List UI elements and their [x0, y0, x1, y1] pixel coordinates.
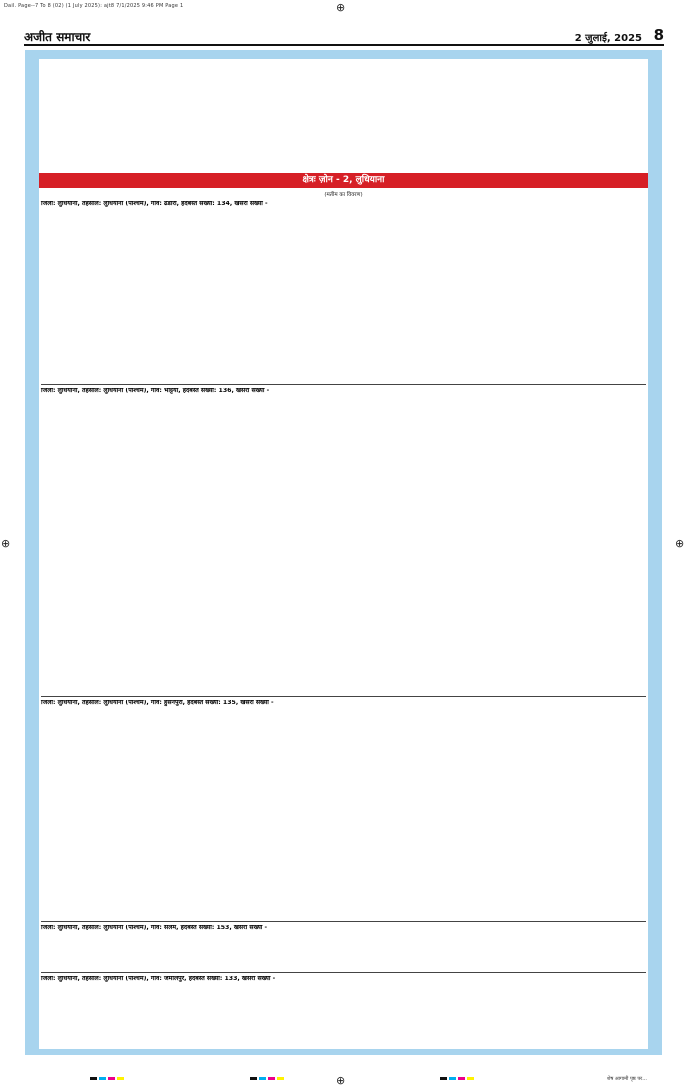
registration-mark-icon: ⊕ [675, 537, 685, 550]
section-heading: जिला: लुधियाना, तहसील: लुधियाना (पश्चिम), गांव: भट्टियां, हदबस्त संख्या: 136, खसरा संख्या - [41, 388, 270, 394]
notice-section [39, 976, 648, 1049]
color-swatch [99, 1077, 106, 1080]
section-heading: जिला: लुधियाना, तहसील: लुधियाना (पश्चिम), गांव: ढंडारी, हदबस्त संख्या: 134, खसरा संख्या - [41, 201, 268, 207]
page-header [24, 28, 664, 46]
color-swatch [250, 1077, 257, 1080]
color-swatch [90, 1077, 97, 1080]
notice-section [39, 201, 648, 381]
notice-section [39, 59, 648, 171]
color-swatch [117, 1077, 124, 1080]
color-swatch [449, 1077, 456, 1080]
page-number: 8 [653, 26, 664, 44]
notice-body [39, 59, 648, 1049]
color-swatch [268, 1077, 275, 1080]
continued-note: शेष आगामी पृष्ठ पर... [606, 1076, 647, 1082]
print-color-bar [90, 1077, 126, 1080]
notice-section [39, 925, 648, 969]
registration-mark-icon: ⊕ [336, 1074, 346, 1087]
masthead: अजीत समाचार [24, 30, 91, 44]
print-color-bar [250, 1077, 286, 1080]
section-heading: जिला: लुधियाना, तहसील: लुधियाना (पश्चिम), गांव: सलेम, हदबस्त संख्या: 153, खसरा संख्या - [41, 925, 268, 931]
section-heading: जिला: लुधियाना, तहसील: लुधियाना (पश्चिम), गांव: जमालपुर, हदबस्त संख्या: 133, खसरा संख्या - [41, 976, 276, 982]
section-heading: जिला: लुधियाना, तहसील: लुधियाना (पश्चिम), गांव: हुसैनपुरा, हदबस्त संख्या: 135, खसरा संख्या - [41, 700, 274, 706]
banner-subtitle: (मतीम का विवरण) [324, 192, 363, 198]
color-swatch [467, 1077, 474, 1080]
registration-mark-icon: ⊕ [336, 1, 346, 14]
notice-section [39, 700, 648, 918]
color-swatch [440, 1077, 447, 1080]
zone-banner: क्षेत्रः ज़ोन - 2, लुधियाना [39, 173, 648, 188]
registration-mark-icon: ⊕ [1, 537, 11, 550]
section-divider [41, 921, 646, 922]
color-swatch [458, 1077, 465, 1080]
section-divider [41, 696, 646, 697]
color-swatch [108, 1077, 115, 1080]
issue-date: 2 जुलाई, 2025 [574, 33, 642, 44]
notice-section [39, 388, 648, 693]
print-slug: Dail. Page--7 To 8 (02) (1 July 2025): ajt8 7/1/2025 9:46 PM Page 1 [4, 3, 184, 9]
section-divider [41, 972, 646, 973]
color-swatch [277, 1077, 284, 1080]
print-color-bar [440, 1077, 476, 1080]
color-swatch [259, 1077, 266, 1080]
section-divider [41, 384, 646, 385]
